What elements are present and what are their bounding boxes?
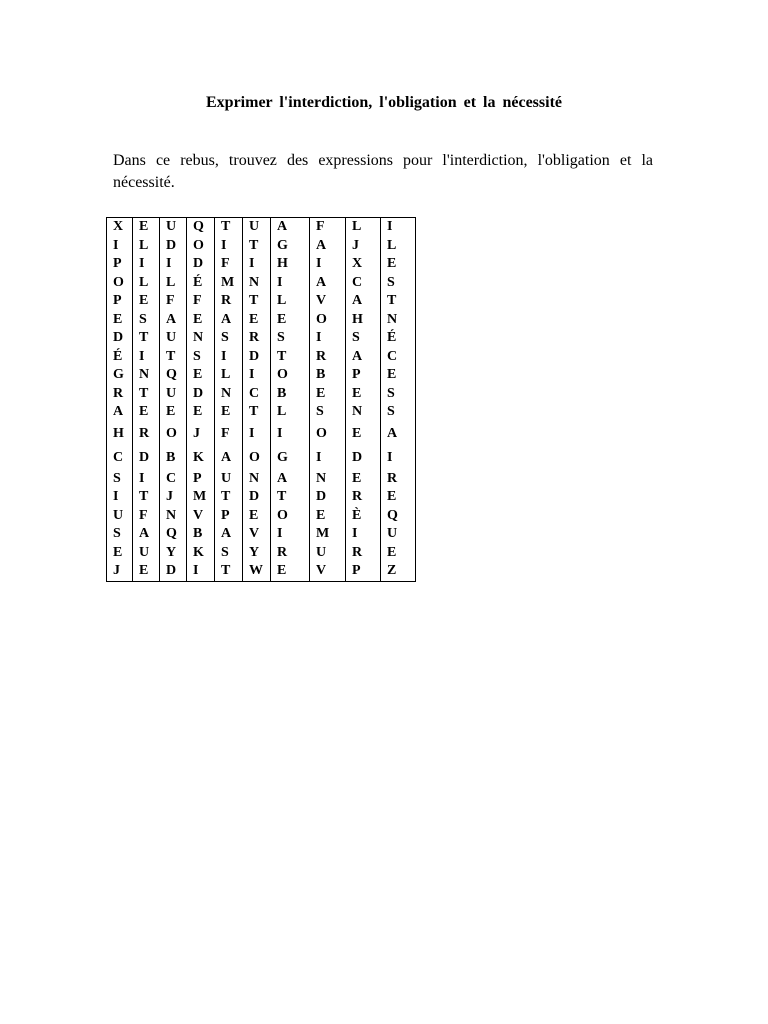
grid-cell: D xyxy=(160,237,187,256)
grid-cell: V xyxy=(310,292,346,311)
grid-cell: T xyxy=(133,488,160,507)
grid-cell: I xyxy=(107,237,133,256)
grid-cell: S xyxy=(346,329,381,348)
grid-cell: L xyxy=(346,218,381,237)
grid-cell: K xyxy=(187,446,215,470)
grid-cell: A xyxy=(346,292,381,311)
grid-row xyxy=(107,292,416,311)
grid-cell: E xyxy=(346,422,381,446)
grid-cell: J xyxy=(160,488,187,507)
grid-cell: E xyxy=(133,403,160,422)
grid-cell: A xyxy=(310,274,346,293)
grid-cell: T xyxy=(243,403,271,422)
grid-cell: R xyxy=(346,488,381,507)
grid-cell: I xyxy=(160,255,187,274)
grid-cell: P xyxy=(215,507,243,526)
grid-cell: W xyxy=(243,562,271,581)
grid-row xyxy=(107,403,416,422)
grid-cell: T xyxy=(243,292,271,311)
grid-cell: O xyxy=(107,274,133,293)
grid-cell: A xyxy=(310,237,346,256)
grid-cell: V xyxy=(243,525,271,544)
grid-cell: F xyxy=(133,507,160,526)
grid-cell: É xyxy=(381,329,416,348)
grid-cell: N xyxy=(133,366,160,385)
grid-cell: E xyxy=(187,311,215,330)
grid-cell: Y xyxy=(243,544,271,563)
grid-cell: U xyxy=(310,544,346,563)
grid-cell: P xyxy=(107,255,133,274)
grid-cell: I xyxy=(271,422,310,446)
grid-cell: I xyxy=(271,525,310,544)
grid-cell: I xyxy=(310,446,346,470)
grid-cell: L xyxy=(133,237,160,256)
grid-cell: I xyxy=(346,525,381,544)
grid-cell: M xyxy=(310,525,346,544)
grid-cell: O xyxy=(271,366,310,385)
page-title: Exprimer l'interdiction, l'obligation et la nécessité xyxy=(206,94,562,111)
grid-cell: J xyxy=(187,422,215,446)
grid-cell: L xyxy=(160,274,187,293)
grid-cell: E xyxy=(381,255,416,274)
grid-cell: N xyxy=(187,329,215,348)
grid-cell: R xyxy=(271,544,310,563)
grid-row xyxy=(107,422,416,446)
grid-cell: E xyxy=(271,311,310,330)
grid-cell: N xyxy=(310,470,346,489)
grid-cell: A xyxy=(215,446,243,470)
grid-cell: E xyxy=(133,562,160,581)
grid-cell: A xyxy=(107,403,133,422)
grid-row xyxy=(107,525,416,544)
grid-cell: P xyxy=(346,366,381,385)
grid-cell: S xyxy=(215,329,243,348)
grid-cell: A xyxy=(133,525,160,544)
grid-cell: S xyxy=(107,470,133,489)
grid-cell: T xyxy=(243,237,271,256)
grid-cell: I xyxy=(133,255,160,274)
grid-cell: S xyxy=(381,274,416,293)
grid-cell: B xyxy=(271,385,310,404)
grid-cell: N xyxy=(215,385,243,404)
grid-cell: U xyxy=(107,507,133,526)
grid-cell: A xyxy=(271,470,310,489)
grid-cell: I xyxy=(243,366,271,385)
grid-cell: L xyxy=(215,366,243,385)
grid-cell: C xyxy=(346,274,381,293)
grid-cell: U xyxy=(133,544,160,563)
grid-cell: V xyxy=(187,507,215,526)
grid-cell: J xyxy=(346,237,381,256)
grid-row xyxy=(107,274,416,293)
grid-row xyxy=(107,218,416,237)
grid-cell: Y xyxy=(160,544,187,563)
grid-cell: E xyxy=(160,403,187,422)
grid-cell: Q xyxy=(187,218,215,237)
grid-cell: É xyxy=(107,348,133,367)
grid-cell: T xyxy=(133,329,160,348)
grid-cell: T xyxy=(271,348,310,367)
grid-cell: D xyxy=(346,446,381,470)
grid-row xyxy=(107,507,416,526)
grid-row xyxy=(107,385,416,404)
grid-cell: C xyxy=(243,385,271,404)
grid-cell: E xyxy=(215,403,243,422)
grid-cell: D xyxy=(187,385,215,404)
grid-cell: È xyxy=(346,507,381,526)
grid-cell: E xyxy=(271,562,310,581)
grid-cell: S xyxy=(381,385,416,404)
grid-cell: U xyxy=(243,218,271,237)
grid-cell: Z xyxy=(381,562,416,581)
grid-row xyxy=(107,329,416,348)
grid-cell: F xyxy=(215,255,243,274)
grid-cell: D xyxy=(243,488,271,507)
grid-cell: S xyxy=(381,403,416,422)
grid-row xyxy=(107,255,416,274)
grid-cell: T xyxy=(381,292,416,311)
grid-cell: M xyxy=(215,274,243,293)
grid-row xyxy=(107,544,416,563)
grid-cell: F xyxy=(310,218,346,237)
grid-row xyxy=(107,311,416,330)
grid-cell: L xyxy=(381,237,416,256)
grid-cell: O xyxy=(271,507,310,526)
grid-cell: E xyxy=(107,544,133,563)
grid-cell: G xyxy=(271,237,310,256)
grid-cell: X xyxy=(107,218,133,237)
grid-cell: N xyxy=(243,274,271,293)
grid-row xyxy=(107,470,416,489)
grid-cell: E xyxy=(133,292,160,311)
grid-cell: I xyxy=(310,255,346,274)
grid-cell: B xyxy=(187,525,215,544)
grid-cell: P xyxy=(346,562,381,581)
grid-cell: N xyxy=(160,507,187,526)
grid-row xyxy=(107,446,416,470)
grid-cell: L xyxy=(271,403,310,422)
grid-cell: O xyxy=(310,311,346,330)
grid-cell: A xyxy=(271,218,310,237)
grid-cell: S xyxy=(187,348,215,367)
grid-cell: I xyxy=(381,218,416,237)
grid-cell: I xyxy=(107,488,133,507)
grid-cell: C xyxy=(160,470,187,489)
grid-cell: B xyxy=(160,446,187,470)
grid-cell: G xyxy=(107,366,133,385)
grid-cell: I xyxy=(187,562,215,581)
grid-cell: E xyxy=(310,507,346,526)
grid-cell: L xyxy=(133,274,160,293)
grid-cell: V xyxy=(310,562,346,581)
grid-cell: D xyxy=(107,329,133,348)
grid-cell: L xyxy=(271,292,310,311)
grid-cell: S xyxy=(310,403,346,422)
grid-cell: A xyxy=(381,422,416,446)
grid-cell: T xyxy=(160,348,187,367)
grid-cell: R xyxy=(107,385,133,404)
grid-cell: U xyxy=(160,385,187,404)
grid-cell: N xyxy=(346,403,381,422)
grid-cell: G xyxy=(271,446,310,470)
grid-cell: D xyxy=(243,348,271,367)
grid-cell: N xyxy=(243,470,271,489)
grid-cell: R xyxy=(215,292,243,311)
grid-row xyxy=(107,488,416,507)
grid-row xyxy=(107,366,416,385)
grid-cell: I xyxy=(310,329,346,348)
grid-cell: H xyxy=(107,422,133,446)
grid-cell: H xyxy=(346,311,381,330)
grid-cell: F xyxy=(187,292,215,311)
grid-cell: I xyxy=(243,255,271,274)
grid-cell: K xyxy=(187,544,215,563)
grid-cell: E xyxy=(187,403,215,422)
grid-cell: É xyxy=(187,274,215,293)
grid-cell: M xyxy=(187,488,215,507)
grid-cell: E xyxy=(346,385,381,404)
grid-cell: C xyxy=(107,446,133,470)
grid-cell: Q xyxy=(160,525,187,544)
grid-cell: R xyxy=(381,470,416,489)
grid-cell: T xyxy=(133,385,160,404)
grid-cell: E xyxy=(381,366,416,385)
grid-cell: I xyxy=(133,348,160,367)
grid-cell: P xyxy=(107,292,133,311)
grid-cell: S xyxy=(107,525,133,544)
grid-cell: S xyxy=(133,311,160,330)
grid-cell: D xyxy=(160,562,187,581)
grid-cell: H xyxy=(271,255,310,274)
grid-cell: E xyxy=(107,311,133,330)
grid-cell: T xyxy=(215,218,243,237)
grid-cell: T xyxy=(271,488,310,507)
grid-cell: R xyxy=(346,544,381,563)
grid-cell: I xyxy=(215,237,243,256)
grid-cell: I xyxy=(215,348,243,367)
grid-cell: I xyxy=(243,422,271,446)
grid-cell: R xyxy=(243,329,271,348)
word-search-grid xyxy=(106,217,416,582)
grid-cell: T xyxy=(215,562,243,581)
grid-cell: S xyxy=(271,329,310,348)
grid-cell: E xyxy=(346,470,381,489)
grid-row xyxy=(107,237,416,256)
grid-cell: P xyxy=(187,470,215,489)
instructions-paragraph: Dans ce rebus, trouvez des expressions pour l'interdiction, l'obligation et la nécessité. xyxy=(113,152,653,191)
grid-cell: Q xyxy=(381,507,416,526)
grid-cell: A xyxy=(215,525,243,544)
grid-cell: E xyxy=(381,544,416,563)
grid-cell: S xyxy=(215,544,243,563)
grid-cell: U xyxy=(381,525,416,544)
grid-cell: I xyxy=(271,274,310,293)
grid-cell: R xyxy=(310,348,346,367)
grid-cell: N xyxy=(381,311,416,330)
grid-cell: O xyxy=(310,422,346,446)
grid-cell: E xyxy=(381,488,416,507)
grid-cell: Q xyxy=(160,366,187,385)
grid-cell: J xyxy=(107,562,133,581)
grid-cell: E xyxy=(187,366,215,385)
grid-cell: D xyxy=(310,488,346,507)
grid-cell: X xyxy=(346,255,381,274)
grid-cell: E xyxy=(133,218,160,237)
grid-cell: F xyxy=(215,422,243,446)
grid-cell: O xyxy=(243,446,271,470)
grid-cell: U xyxy=(215,470,243,489)
grid-cell: O xyxy=(187,237,215,256)
grid-cell: U xyxy=(160,218,187,237)
grid-cell: F xyxy=(160,292,187,311)
grid-cell: A xyxy=(346,348,381,367)
grid-cell: R xyxy=(133,422,160,446)
grid-cell: I xyxy=(133,470,160,489)
grid-row xyxy=(107,562,416,581)
grid-row xyxy=(107,348,416,367)
grid-cell: A xyxy=(215,311,243,330)
grid-cell: T xyxy=(215,488,243,507)
grid-cell: B xyxy=(310,366,346,385)
grid-cell: U xyxy=(160,329,187,348)
grid-cell: A xyxy=(160,311,187,330)
grid-cell: D xyxy=(133,446,160,470)
grid-cell: D xyxy=(187,255,215,274)
grid-cell: I xyxy=(381,446,416,470)
grid-cell: E xyxy=(310,385,346,404)
grid-cell: E xyxy=(243,311,271,330)
grid-cell: C xyxy=(381,348,416,367)
grid-cell: O xyxy=(160,422,187,446)
grid-cell: E xyxy=(243,507,271,526)
